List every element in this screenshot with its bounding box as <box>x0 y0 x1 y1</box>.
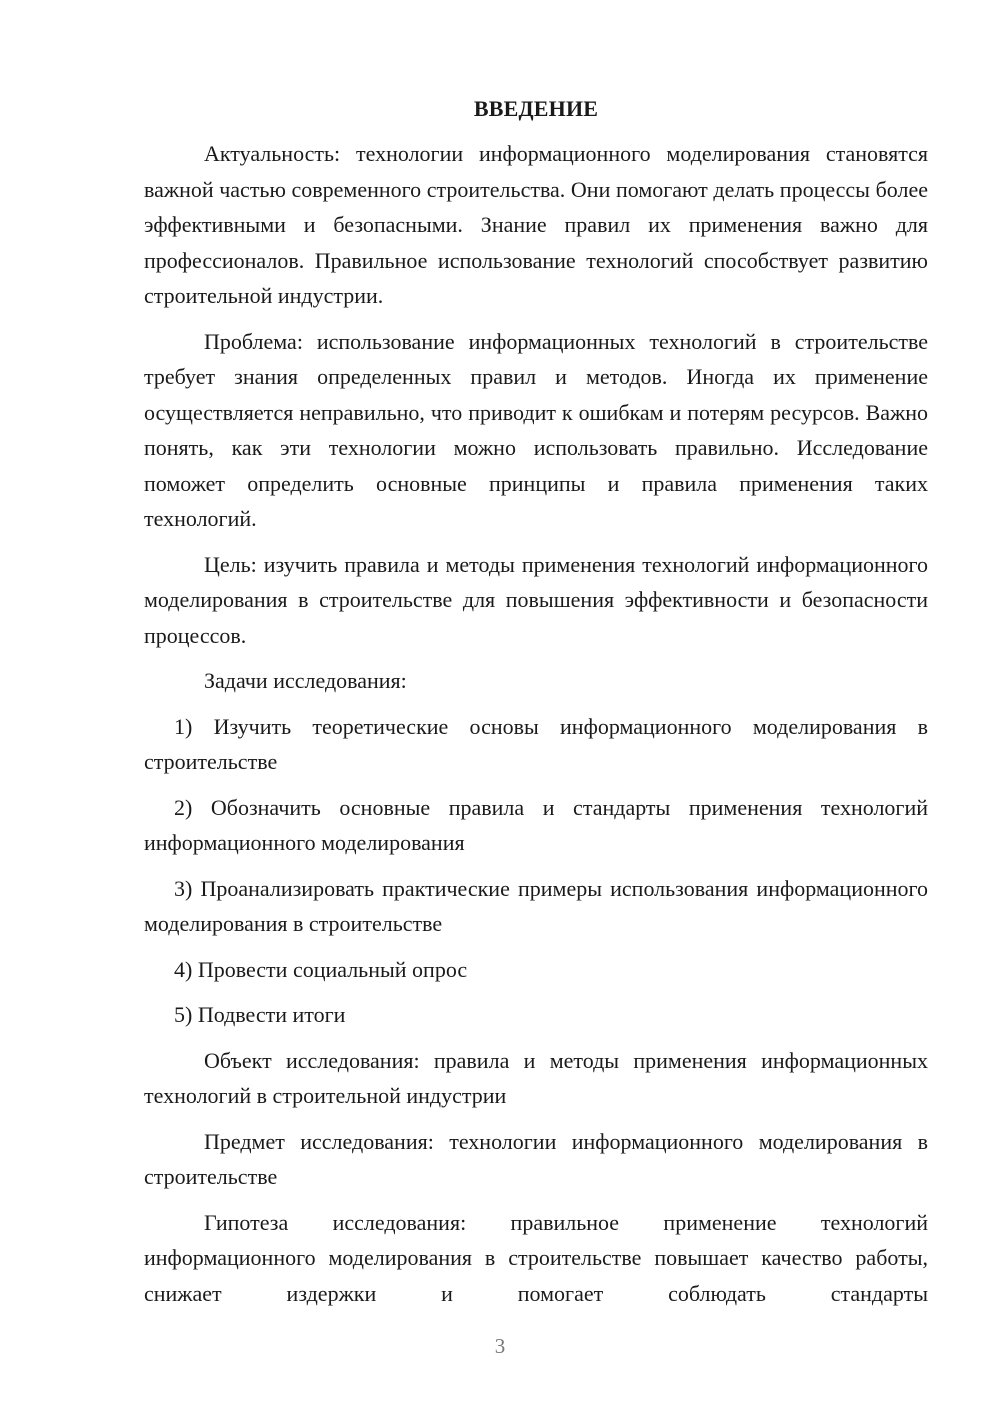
relevance-paragraph: Актуальность: технологии информационного моделирования становятся важной частью современного строительства. Они помогают делать процессы более эффективными и безопасными. Знание правил их применения важно для профессионалов. Правильное использование технологий способствует развитию строительной индустрии. <box>144 141 928 308</box>
task-item: 5) Подвести итоги <box>174 1002 346 1027</box>
problem-paragraph: Проблема: использование информационных технологий в строительстве требует знания определенных правил и методов. Иногда их применение осуществляется неправильно, что приводит к ошибкам и потерям ресурсов. Важно понять, как эти технологии можно использовать правильно. Исследование поможет определить основные принципы и правила применения таких технологий. <box>144 328 928 531</box>
subject-paragraph: Предмет исследования: технологии информационного моделирования в строительстве <box>144 1128 928 1189</box>
task-item: 2) Обозначить основные правила и стандарты применения технологий информационного моделирования <box>144 794 928 855</box>
tasks-title: Задачи исследования: <box>204 668 407 693</box>
task-item: 1) Изучить теоретические основы информационного моделирования в строительстве <box>144 713 928 774</box>
task-item: 4) Провести социальный опрос <box>174 956 468 982</box>
object-paragraph: Объект исследования: правила и методы применения информационных технологий в строительной индустрии <box>144 1047 928 1108</box>
goal-paragraph: Цель: изучить правила и методы применения технологий информационного моделирования в строительстве для повышения эффективности и безопасности процессов. <box>144 551 928 648</box>
section-heading: ВВЕДЕНИЕ <box>473 96 599 121</box>
page-content <box>144 96 928 1311</box>
hypothesis-paragraph: Гипотеза исследования: правильное применение технологий информационного моделирования в строительстве повышает качество работы, снижает издержки и помогает соблюдать стандарты <box>144 1209 928 1306</box>
page-number: 3 <box>494 1334 506 1358</box>
task-item: 3) Проанализировать практические примеры использования информационного моделирования в строительстве <box>144 875 928 936</box>
